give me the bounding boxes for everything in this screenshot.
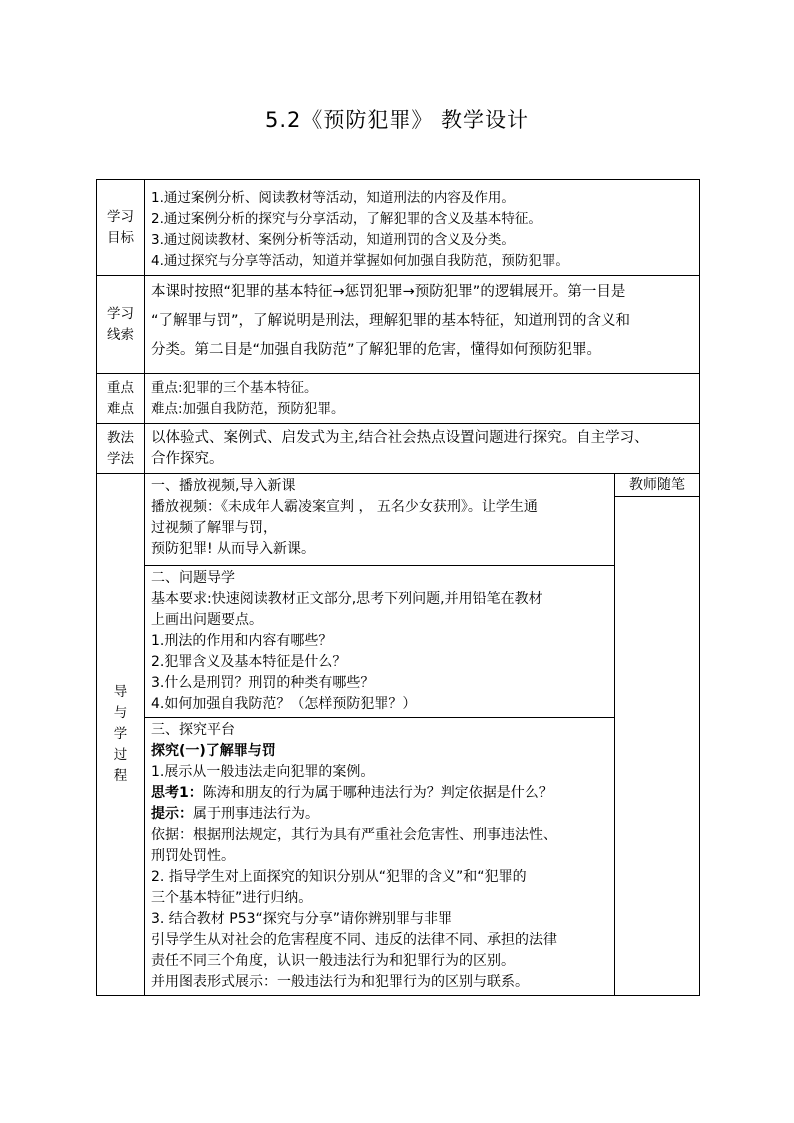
process-row-1 [97, 474, 700, 566]
method-label: 教法 学法 [97, 424, 145, 474]
document-title: 5.2《预防犯罪》 教学设计 [264, 108, 530, 132]
question-item: 2.犯罪含义及基本特征是什么？ [151, 654, 347, 670]
goal-item: 2.通过案例分析的探究与分享活动，了解犯罪的含义及基本特征。 [151, 211, 542, 227]
process-label: 导 与 学 过 程 [97, 474, 145, 996]
key-row [97, 374, 700, 424]
goals-label: 学习 目标 [97, 180, 145, 276]
question-item: 4.如何加强自我防范？（怎样预防犯罪？） [151, 696, 417, 712]
goal-item: 1.通过案例分析、阅读教材等活动，知道刑法的内容及作用。 [151, 190, 515, 206]
question-item: 1.刑法的作用和内容有哪些？ [151, 633, 333, 649]
section-heading: 三、探究平台 [151, 722, 235, 738]
clue-row [97, 276, 700, 374]
clue-label: 学习 线索 [97, 276, 145, 374]
process-section-guide: 二、问题导学 基本要求:快速阅读教材正文部分,思考下列问题,并用铅笔在教材 上画出问题要点。 1.刑法的作用和内容有哪些？ 2.犯罪含义及基本特征是什么？ 3.什么是刑罚？刑罚的种类有哪些？ 4.如何加强自我防范？（怎样预防犯罪？） [145, 566, 615, 718]
process-section-intro: 一、播放视频,导入新课 播放视频：《未成年人霸凌案宣判 ， 五名少女获刑》。让学生通 过视频了解罪与罚， 预防犯罪! 从而导入新课。 [145, 474, 615, 566]
goals-content [145, 180, 700, 276]
method-content: 以体验式、案例式、启发式为主,结合社会热点设置问题进行探究。自主学习、 合作探究。 [145, 424, 700, 474]
process-row-3 [97, 718, 700, 996]
process-section-explore: 三、探究平台 探究(一)了解罪与罚 1.展示从一般违法走向犯罪的案例。 思考1：陈涛和朋友的行为属于哪种违法行为？判定依据是什么？ 提示：属于刑事违法行为。 依据：根据刑法规定，其行为具有严重社会危害性、刑事违法性、 刑罚处罚性。 2. 指导学生对上面探究的知识分别从“犯罪的含义”和“犯罪的 三个基本特征”进行归纳。 3. 结合教材 P53“探究与分享”请你辨别罪与非罪 引导学生从对社会的危害程度不同、违反的法律不同、承担的法律 责任不同三个角度，认识一般违法行为和犯罪行为的区别。 并用图表形式展示：一般违法行为和犯罪行为的区别与联系。 [145, 718, 615, 996]
question-item: 3.什么是刑罚？刑罚的种类有哪些？ [151, 675, 375, 691]
section-heading: 二、问题导学 [151, 570, 235, 586]
method-row [97, 424, 700, 474]
hint-line: 提示：属于刑事违法行为。 [151, 806, 319, 822]
key-content: 重点:犯罪的三个基本特征。 难点:加强自我防范，预防犯罪。 [145, 374, 700, 424]
goal-item: 3.通过阅读教材、案例分析等活动，知道刑罚的含义及分类。 [151, 232, 515, 248]
teacher-notes-column [615, 474, 700, 996]
goal-item: 4.通过探究与分享等活动，知道并掌握如何加强自我防范，预防犯罪。 [151, 253, 569, 269]
key-label: 重点 难点 [97, 374, 145, 424]
goals-row [97, 180, 700, 276]
lesson-plan-table [96, 179, 700, 996]
think-line: 思考1：陈涛和朋友的行为属于哪种违法行为？判定依据是什么？ [151, 785, 553, 801]
teacher-notes-header: 教师随笔 [615, 474, 699, 497]
process-row-2 [97, 566, 700, 718]
section-heading: 一、播放视频,导入新课 [151, 478, 296, 494]
clue-content: 本课时按照“犯罪的基本特征→惩罚犯罪→预防犯罪”的逻辑展开。第一目是 “了解罪与罚”，了解说明是刑法，理解犯罪的基本特征，知道刑罚的含义和 分类。第二目是“加强自我防范”了解犯罪的危害，懂得如何预防犯罪。 [145, 276, 700, 374]
explore-subheading: 探究(一)了解罪与罚 [151, 743, 276, 759]
